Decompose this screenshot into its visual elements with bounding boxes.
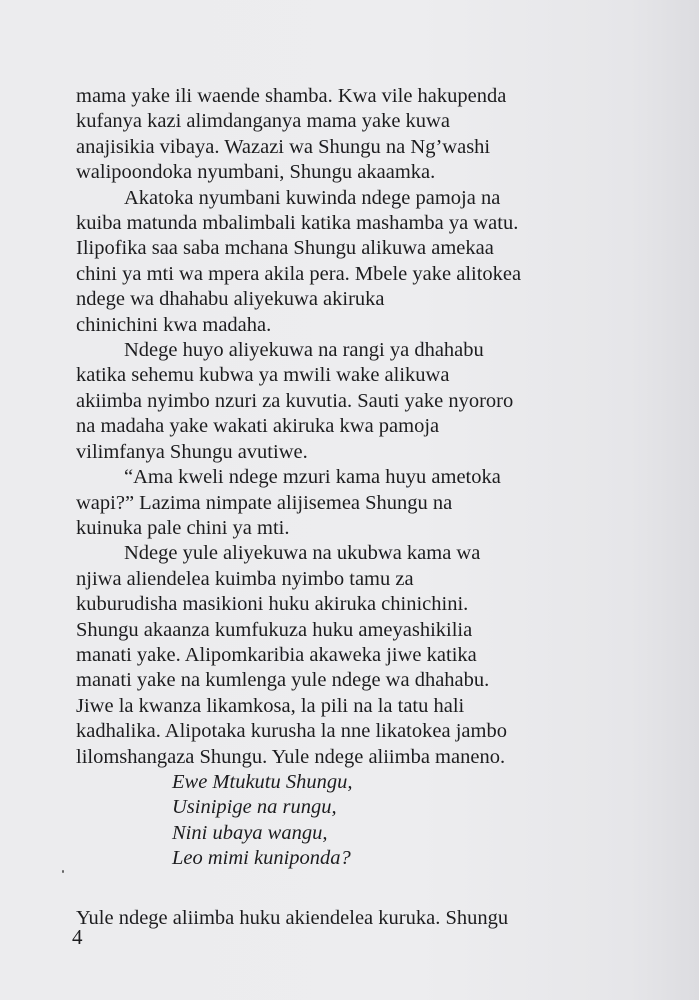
paragraph-4 [76,465,576,541]
verse-spacer [76,872,576,906]
text-line: njiwa aliendelea kuimba nyimbo tamu za [76,567,414,590]
text-line: kuiba matunda mbalimbali katika mashamba ya watu. [76,212,519,235]
page-number: 4 [72,925,83,949]
verse-line: Leo mimi kuniponda? [172,847,351,870]
text-line: kuinuka pale chini ya mti. [76,516,290,539]
text-line: kadhalika. Alipotaka kurusha la nne likatokea jambo [76,720,507,743]
paper-speck [62,870,64,873]
text-line: kufanya kazi alimdanganya mama yake kuwa [76,110,450,133]
text-line: katika sehemu kubwa ya mwili wake alikuwa [76,364,450,387]
verse-line: Ewe Mtukutu Shungu, [172,770,353,793]
text-line: Yule ndege aliimba huku akiendelea kuruka. Shungu [76,906,509,929]
text-line: mama yake ili waende shamba. Kwa vile hakupenda [76,85,507,107]
paragraph-3 [76,338,576,465]
paragraph-5 [76,541,576,770]
text-line: manati yake na kumlenga yule ndege wa dhahabu. [76,669,490,692]
text-line: chini ya mti wa mpera akila pera. Mbele yake alitokea [76,262,522,285]
text-line: Jiwe la kwanza likamkosa, la pili na la tatu hali [76,694,465,717]
text-line: Ilipofika saa saba mchana Shungu alikuwa amekaa [76,237,494,260]
text-line: na madaha yake wakati akiruka kwa pamoja [76,415,440,438]
song-verse [76,770,576,872]
story-text [76,84,576,931]
text-line: Ndege yule aliyekuwa na ukubwa kama wa [124,542,481,565]
text-line: “Ama kweli ndege mzuri kama huyu ametoka [124,466,501,489]
verse-line: Usinipige na rungu, [172,796,337,819]
text-line: Ndege huyo aliyekuwa na rangi ya dhahabu [124,339,484,362]
text-line: kuburudisha masikioni huku akiruka chinichini. [76,593,469,616]
text-line: lilomshangaza Shungu. Yule ndege aliimba maneno. [76,745,506,768]
paragraph-1 [76,84,576,186]
text-line: chinichini kwa madaha. [76,313,272,336]
text-line: wapi?” Lazima nimpate alijisemea Shungu na [76,491,453,514]
text-line: anajisikia vibaya. Wazazi wa Shungu na Ng’washi [76,135,491,158]
text-line: akiimba nyimbo nzuri za kuvutia. Sauti yake nyororo [76,389,514,412]
verse-line: Nini ubaya wangu, [172,821,328,844]
text-line: Akatoka nyumbani kuwinda ndege pamoja na [124,186,501,209]
text-line: vilimfanya Shungu avutiwe. [76,440,308,463]
text-line: manati yake. Alipomkaribia akaweka jiwe katika [76,643,477,666]
text-line: walipoondoka nyumbani, Shungu akaamka. [76,161,436,184]
paragraph-6 [76,906,576,931]
text-line: Shungu akaanza kumfukuza huku ameyashikilia [76,618,473,641]
paragraph-2 [76,186,576,338]
text-line: ndege wa dhahabu aliyekuwa akiruka [76,288,385,311]
